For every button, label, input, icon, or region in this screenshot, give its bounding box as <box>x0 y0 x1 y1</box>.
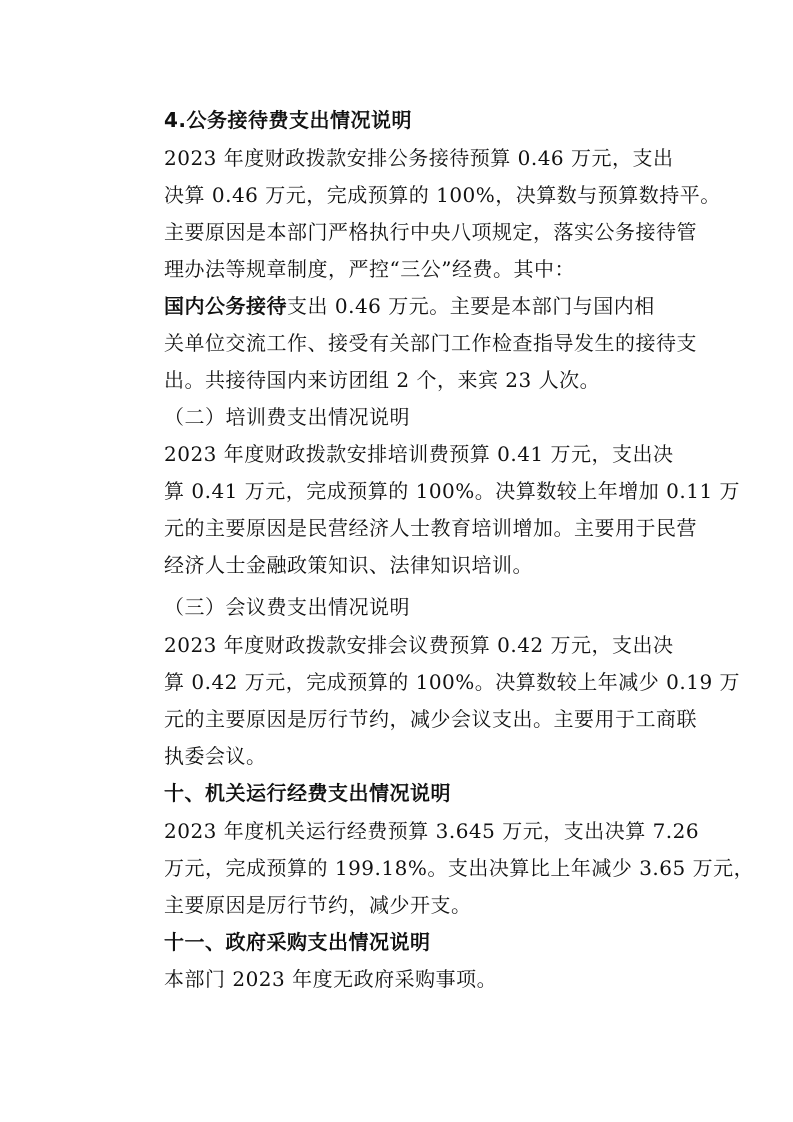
section-3-paragraph-line: 2023 年度财政拨款安排会议费预算 0.42 万元，支出决 <box>164 633 674 657</box>
section-2-paragraph-line: 元的主要原因是民营经济人士教育培训增加。主要用于民营 <box>164 516 697 540</box>
domestic-reception-label: 国内公务接待 <box>164 294 287 318</box>
section-2-paragraph-line: 经济人士金融政策知识、法律知识培训。 <box>164 553 533 577</box>
section-10-paragraph-line: 主要原因是厉行节约，减少开支。 <box>164 893 472 917</box>
section-4-paragraph-line: 理办法等规章制度，严控“三公”经费。其中： <box>164 257 575 281</box>
section-2-paragraph-line: 算 0.41 万元，完成预算的 100%。决算数较上年增加 0.11 万 <box>164 479 741 503</box>
section-2-paragraph-line: 2023 年度财政拨款安排培训费预算 0.41 万元，支出决 <box>164 442 674 466</box>
section-4-paragraph-line: 主要原因是本部门严格执行中央八项规定，落实公务接待管 <box>164 220 697 244</box>
section-3-paragraph-line: 算 0.42 万元，完成预算的 100%。决算数较上年减少 0.19 万 <box>164 670 741 694</box>
domestic-reception-line <box>164 293 655 319</box>
section-3-paragraph-line: 元的主要原因是厉行节约，减少会议支出。主要用于工商联 <box>164 707 697 731</box>
section-10-paragraph-line: 万元，完成预算的 199.18%。支出决算比上年减少 3.65 万元， <box>164 856 755 880</box>
section-10-paragraph-line: 2023 年度机关运行经费预算 3.645 万元，支出决算 7.26 <box>164 819 700 843</box>
section-4-paragraph-line: 决算 0.46 万元，完成预算的 100%，决算数与预算数持平。 <box>164 183 721 207</box>
section-3-heading: （三）会议费支出情况说明 <box>164 595 410 619</box>
section-4-paragraph-line: 2023 年度财政拨款安排公务接待预算 0.46 万元，支出 <box>164 146 674 170</box>
section-10-heading: 十、机关运行经费支出情况说明 <box>164 781 451 805</box>
section-11-paragraph-line: 本部门 2023 年度无政府采购事项。 <box>164 967 498 991</box>
section-4-heading: 4.公务接待费支出情况说明 <box>164 108 413 132</box>
domestic-reception-paragraph-line: 出。共接待国内来访团组 2 个，来宾 23 人次。 <box>164 368 601 392</box>
domestic-reception-paragraph-line: 关单位交流工作、接受有关部门工作检查指导发生的接待支 <box>164 331 697 355</box>
domestic-reception-text: 支出 0.46 万元。主要是本部门与国内相 <box>287 294 655 318</box>
section-2-heading: （二）培训费支出情况说明 <box>164 405 410 429</box>
section-3-paragraph-line: 执委会议。 <box>164 744 267 768</box>
section-11-heading: 十一、政府采购支出情况说明 <box>164 930 431 954</box>
